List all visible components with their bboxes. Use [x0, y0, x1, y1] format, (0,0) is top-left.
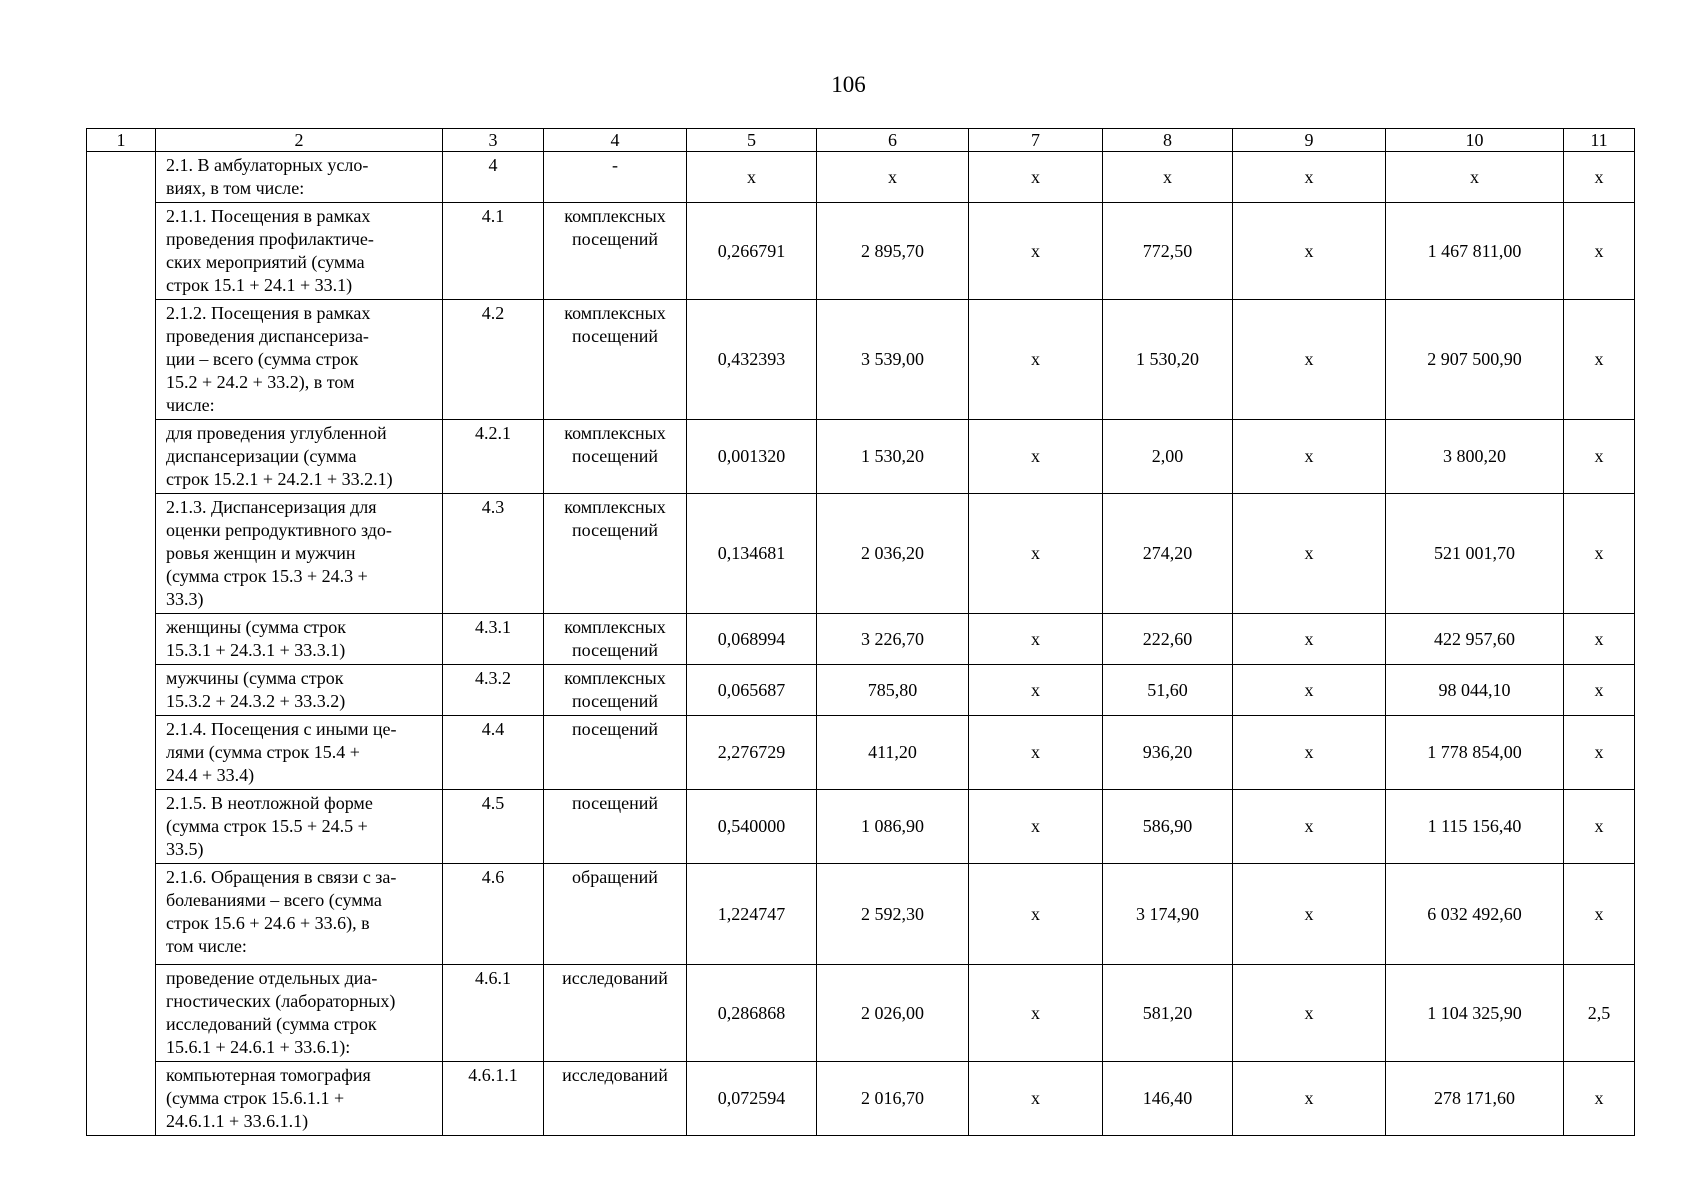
value-cell-c7: х — [969, 1062, 1103, 1136]
table-row — [87, 203, 1635, 300]
line-code-cell: 4.6.1.1 — [443, 1062, 544, 1136]
value-cell-c10: 1 778 854,00 — [1386, 716, 1564, 790]
value-cell-c7: х — [969, 965, 1103, 1062]
unit-cell: обращений — [544, 864, 687, 965]
value-cell-c6: 2 036,20 — [817, 494, 969, 614]
header-cell: 11 — [1564, 129, 1635, 152]
unit-cell: комплексных посещений — [544, 300, 687, 420]
unit-cell: посещений — [544, 790, 687, 864]
line-code-cell: 4 — [443, 152, 544, 203]
value-cell-c5: 1,224747 — [687, 864, 817, 965]
value-cell-c11: х — [1564, 300, 1635, 420]
value-cell-c7: х — [969, 614, 1103, 665]
table-body — [87, 129, 1635, 1136]
value-cell-c11: х — [1564, 665, 1635, 716]
table-row — [87, 790, 1635, 864]
value-cell-c6: 2 592,30 — [817, 864, 969, 965]
indicator-name-cell: 2.1. В амбулаторных усло- виях, в том числе: — [156, 152, 443, 203]
value-cell-c11: х — [1564, 1062, 1635, 1136]
value-cell-c10: 521 001,70 — [1386, 494, 1564, 614]
header-cell: 6 — [817, 129, 969, 152]
value-cell-c6: 2 895,70 — [817, 203, 969, 300]
value-cell-c11: х — [1564, 494, 1635, 614]
unit-cell: посещений — [544, 716, 687, 790]
table-row — [87, 494, 1635, 614]
value-cell-c9: х — [1233, 716, 1386, 790]
value-cell-c6: 1 530,20 — [817, 420, 969, 494]
value-cell-c5: 0,001320 — [687, 420, 817, 494]
indicator-name-cell: женщины (сумма строк 15.3.1 + 24.3.1 + 33.3.1) — [156, 614, 443, 665]
header-cell: 1 — [87, 129, 156, 152]
value-cell-c5: х — [687, 152, 817, 203]
value-cell-c10: 422 957,60 — [1386, 614, 1564, 665]
value-cell-c10: 98 044,10 — [1386, 665, 1564, 716]
value-cell-c5: 0,068994 — [687, 614, 817, 665]
value-cell-c8: х — [1103, 152, 1233, 203]
value-cell-c10: 1 104 325,90 — [1386, 965, 1564, 1062]
table-row — [87, 152, 1635, 203]
indicator-name-cell: для проведения углубленной диспансеризации (сумма строк 15.2.1 + 24.2.1 + 33.2.1) — [156, 420, 443, 494]
value-cell-c8: 581,20 — [1103, 965, 1233, 1062]
value-cell-c10: 2 907 500,90 — [1386, 300, 1564, 420]
line-code-cell: 4.1 — [443, 203, 544, 300]
value-cell-c5: 0,540000 — [687, 790, 817, 864]
value-cell-c8: 772,50 — [1103, 203, 1233, 300]
table-row — [87, 665, 1635, 716]
table-row — [87, 420, 1635, 494]
header-cell: 7 — [969, 129, 1103, 152]
value-cell-c8: 274,20 — [1103, 494, 1233, 614]
value-cell-c5: 0,432393 — [687, 300, 817, 420]
value-cell-c7: х — [969, 494, 1103, 614]
value-cell-c5: 0,065687 — [687, 665, 817, 716]
header-cell: 5 — [687, 129, 817, 152]
table-row — [87, 614, 1635, 665]
line-code-cell: 4.6.1 — [443, 965, 544, 1062]
value-cell-c8: 586,90 — [1103, 790, 1233, 864]
value-cell-c7: х — [969, 203, 1103, 300]
value-cell-c9: х — [1233, 1062, 1386, 1136]
value-cell-c9: х — [1233, 665, 1386, 716]
value-cell-c9: х — [1233, 790, 1386, 864]
indicator-name-cell: 2.1.1. Посещения в рамках проведения профилактиче- ских мероприятий (сумма строк 15.1 + 24.1 + 33.1) — [156, 203, 443, 300]
value-cell-c6: 785,80 — [817, 665, 969, 716]
header-cell: 8 — [1103, 129, 1233, 152]
header-cell: 4 — [544, 129, 687, 152]
header-cell: 10 — [1386, 129, 1564, 152]
unit-cell: исследований — [544, 965, 687, 1062]
value-cell-c7: х — [969, 665, 1103, 716]
indicator-name-cell: 2.1.5. В неотложной форме (сумма строк 15.5 + 24.5 + 33.5) — [156, 790, 443, 864]
value-cell-c8: 222,60 — [1103, 614, 1233, 665]
unit-cell: комплексных посещений — [544, 203, 687, 300]
value-cell-c7: х — [969, 300, 1103, 420]
unit-cell: комплексных посещений — [544, 420, 687, 494]
indicator-name-cell: 2.1.4. Посещения с иными це- лями (сумма строк 15.4 + 24.4 + 33.4) — [156, 716, 443, 790]
value-cell-c11: х — [1564, 152, 1635, 203]
value-cell-c11: х — [1564, 864, 1635, 965]
value-cell-c9: х — [1233, 494, 1386, 614]
table-row — [87, 300, 1635, 420]
value-cell-c6: 3 226,70 — [817, 614, 969, 665]
indicator-name-cell: проведение отдельных диа- гностических (лабораторных) исследований (сумма строк 15.6.1 + 24.6.1 + 33.6.1): — [156, 965, 443, 1062]
value-cell-c5: 0,134681 — [687, 494, 817, 614]
header-cell: 2 — [156, 129, 443, 152]
value-cell-c6: 411,20 — [817, 716, 969, 790]
value-cell-c10: х — [1386, 152, 1564, 203]
value-cell-c5: 2,276729 — [687, 716, 817, 790]
indicator-name-cell: 2.1.2. Посещения в рамках проведения диспансериза- ции – всего (сумма строк 15.2 + 24.2 + 33.2), в том числе: — [156, 300, 443, 420]
value-cell-c8: 146,40 — [1103, 1062, 1233, 1136]
table-row — [87, 965, 1635, 1062]
value-cell-c7: х — [969, 420, 1103, 494]
data-table — [86, 128, 1635, 1136]
line-code-cell: 4.4 — [443, 716, 544, 790]
line-code-cell: 4.3.2 — [443, 665, 544, 716]
line-code-cell: 4.2.1 — [443, 420, 544, 494]
value-cell-c11: х — [1564, 420, 1635, 494]
header-cell: 3 — [443, 129, 544, 152]
value-cell-c6: 3 539,00 — [817, 300, 969, 420]
value-cell-c8: 3 174,90 — [1103, 864, 1233, 965]
value-cell-c8: 1 530,20 — [1103, 300, 1233, 420]
value-cell-c11: х — [1564, 614, 1635, 665]
value-cell-c10: 278 171,60 — [1386, 1062, 1564, 1136]
header-row — [87, 129, 1635, 152]
value-cell-c6: 2 026,00 — [817, 965, 969, 1062]
indicator-name-cell: 2.1.3. Диспансеризация для оценки репродуктивного здо- ровья женщин и мужчин (сумма строк 15.3 + 24.3 + 33.3) — [156, 494, 443, 614]
value-cell-c5: 0,266791 — [687, 203, 817, 300]
value-cell-c10: 3 800,20 — [1386, 420, 1564, 494]
line-code-cell: 4.6 — [443, 864, 544, 965]
value-cell-c7: х — [969, 152, 1103, 203]
value-cell-c5: 0,286868 — [687, 965, 817, 1062]
table-row — [87, 716, 1635, 790]
table-row — [87, 1062, 1635, 1136]
value-cell-c10: 6 032 492,60 — [1386, 864, 1564, 965]
value-cell-c7: х — [969, 790, 1103, 864]
value-cell-c7: х — [969, 864, 1103, 965]
line-code-cell: 4.3.1 — [443, 614, 544, 665]
value-cell-c11: х — [1564, 203, 1635, 300]
value-cell-c7: х — [969, 716, 1103, 790]
value-cell-c9: х — [1233, 614, 1386, 665]
unit-cell: комплексных посещений — [544, 494, 687, 614]
line-code-cell: 4.5 — [443, 790, 544, 864]
value-cell-c10: 1 115 156,40 — [1386, 790, 1564, 864]
indicator-name-cell: 2.1.6. Обращения в связи с за- болеваниями – всего (сумма строк 15.6 + 24.6 + 33.6), в том числе: — [156, 864, 443, 965]
value-cell-c9: х — [1233, 864, 1386, 965]
unit-cell: исследований — [544, 1062, 687, 1136]
value-cell-c6: х — [817, 152, 969, 203]
value-cell-c8: 51,60 — [1103, 665, 1233, 716]
unit-cell: комплексных посещений — [544, 614, 687, 665]
page-number: 106 — [831, 72, 866, 97]
value-cell-c11: х — [1564, 790, 1635, 864]
unit-cell: комплексных посещений — [544, 665, 687, 716]
value-cell-c9: х — [1233, 420, 1386, 494]
row-number-cell — [87, 152, 156, 1136]
value-cell-c11: 2,5 — [1564, 965, 1635, 1062]
value-cell-c6: 2 016,70 — [817, 1062, 969, 1136]
indicator-name-cell: компьютерная томография (сумма строк 15.6.1.1 + 24.6.1.1 + 33.6.1.1) — [156, 1062, 443, 1136]
value-cell-c6: 1 086,90 — [817, 790, 969, 864]
table-row — [87, 864, 1635, 965]
value-cell-c11: х — [1564, 716, 1635, 790]
header-cell: 9 — [1233, 129, 1386, 152]
unit-cell: - — [544, 152, 687, 203]
value-cell-c5: 0,072594 — [687, 1062, 817, 1136]
value-cell-c8: 936,20 — [1103, 716, 1233, 790]
line-code-cell: 4.2 — [443, 300, 544, 420]
value-cell-c9: х — [1233, 203, 1386, 300]
value-cell-c10: 1 467 811,00 — [1386, 203, 1564, 300]
value-cell-c9: х — [1233, 152, 1386, 203]
value-cell-c8: 2,00 — [1103, 420, 1233, 494]
value-cell-c9: х — [1233, 965, 1386, 1062]
value-cell-c9: х — [1233, 300, 1386, 420]
line-code-cell: 4.3 — [443, 494, 544, 614]
indicator-name-cell: мужчины (сумма строк 15.3.2 + 24.3.2 + 33.3.2) — [156, 665, 443, 716]
